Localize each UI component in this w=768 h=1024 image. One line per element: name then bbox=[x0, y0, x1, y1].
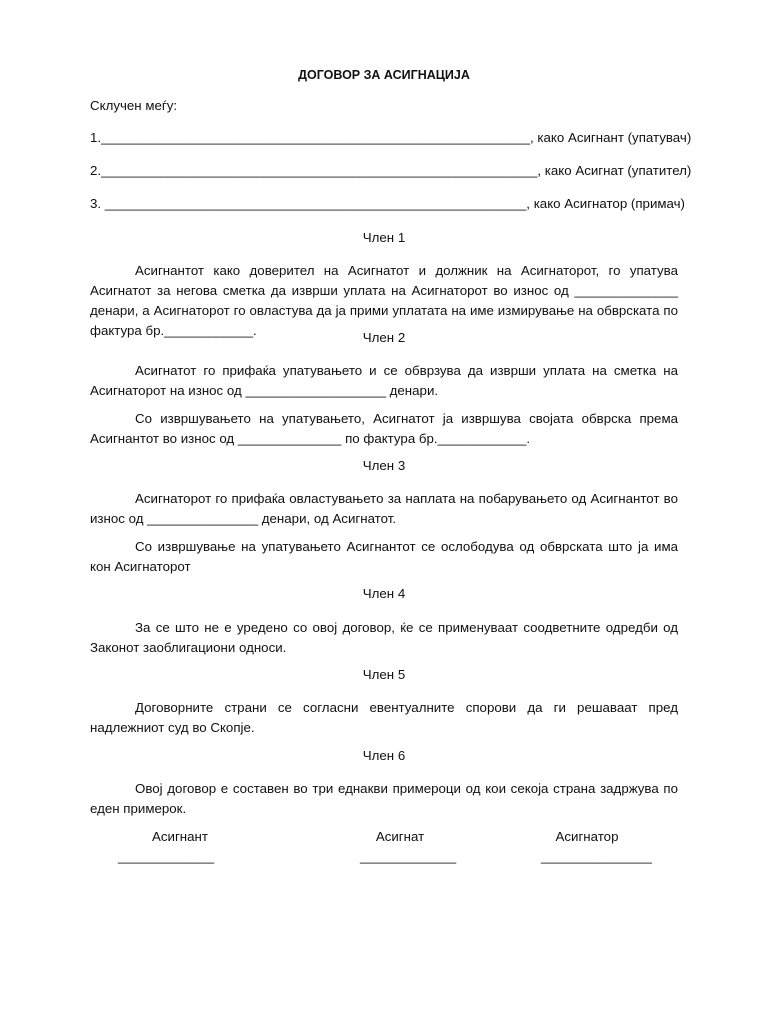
article-3-paragraph-1: Асигнаторот го прифаќа овластувањето за наплата на побарувањето од Асигнантот во износ од _______________ денари, од Асигнатот. bbox=[90, 491, 678, 526]
concluded-between-label: Склучен меѓу: bbox=[90, 98, 178, 113]
article-2-paragraph-2: Со извршувањето на упатувањето, Асигнатот ја извршува својата обврска према Асигнантот во износ од ______________ по фактура бр.____________. bbox=[90, 411, 678, 446]
signature-line-asignat: _____________ bbox=[360, 849, 457, 864]
party-line-3: 3. _________________________________________________________, како Асигнатор (примач) bbox=[90, 196, 685, 211]
signature-label-asignator: Асигнатор bbox=[555, 829, 619, 844]
party-line-2: 2.___________________________________________________________, како Асигнат (упатител) bbox=[90, 163, 692, 178]
article-1-heading: Член 1 bbox=[362, 230, 406, 245]
signature-label-asignat: Асигнат bbox=[375, 829, 425, 844]
article-4-heading: Член 4 bbox=[362, 586, 406, 601]
article-3-heading: Член 3 bbox=[362, 458, 406, 473]
article-4-paragraph-1: За се што не е уредено со овој договор, ќе се применуваат соодветните одредби од Законот заоблигациони односи. bbox=[90, 620, 678, 655]
article-6-paragraph-1: Овој договор е составен во три еднакви примероци од кои секоја страна задржува по еден примерок. bbox=[90, 781, 678, 816]
signature-label-asignant: Асигнант bbox=[152, 829, 208, 844]
signature-line-asignant: _____________ bbox=[118, 849, 215, 864]
article-2-heading: Член 2 bbox=[362, 330, 406, 345]
article-5-paragraph-1: Договорните страни се согласни евентуалните спорови да ги решаваат пред надлежниот суд во Скопје. bbox=[90, 700, 678, 735]
article-5-heading: Член 5 bbox=[362, 667, 406, 682]
article-2-paragraph-1: Асигнатот го прифаќа упатувањето и се обврзува да изврши уплата на сметка на Асигнаторот на износ од ___________________ денари. bbox=[90, 363, 678, 398]
article-1-paragraph-1: Асигнантот како доверител на Асигнатот и должник на Асигнаторот, го упатува Асигнатот за негова сметка да изврши уплата на Асигнаторот во износ од ______________ денари, а Асигнаторот го овластува да ја прими уплатата на име измирување на обврската по фактура бр.____________. bbox=[90, 263, 678, 338]
document-title: ДОГОВОР ЗА АСИГНАЦИЈА bbox=[298, 68, 470, 82]
article-6-heading: Член 6 bbox=[362, 748, 406, 763]
article-3-paragraph-2: Со извршување на упатувањето Асигнантот се ослободува од обврската што ја има кон Асигнаторот bbox=[90, 539, 678, 574]
signature-line-asignator: _______________ bbox=[541, 849, 652, 864]
party-line-1: 1.__________________________________________________________, како Асигнант (упатувач) bbox=[90, 130, 692, 145]
